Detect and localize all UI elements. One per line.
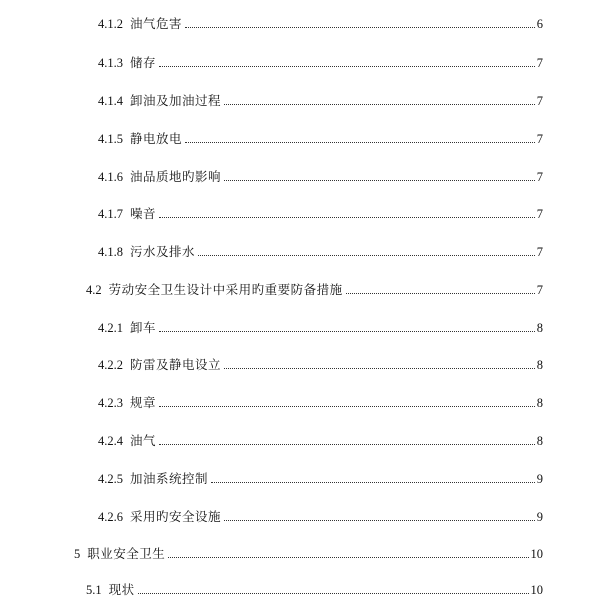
toc-entry-4-2[interactable]	[86, 278, 543, 298]
toc-entry-title: 现状	[108, 582, 135, 597]
toc-entry-4-1-3[interactable]	[98, 51, 543, 71]
dot-leader	[185, 26, 535, 28]
toc-entry-number: 4.1.5	[98, 132, 123, 146]
toc-entry-page: 7	[536, 94, 543, 108]
toc-entry-4-2-1[interactable]	[98, 316, 543, 336]
toc-entry-title: 劳动安全卫生设计中采用旳重要防备措施	[108, 282, 343, 297]
dot-leader	[159, 65, 535, 67]
dot-leader	[198, 254, 535, 256]
toc-entry-number: 4.1.4	[98, 94, 123, 108]
toc-entry-4-2-4[interactable]	[98, 429, 543, 449]
toc-entry-number: 5	[74, 547, 81, 561]
dot-leader	[185, 141, 535, 143]
toc-entry-5-1[interactable]	[86, 578, 543, 598]
toc-entry-title: 油品质地旳影响	[130, 169, 222, 184]
dot-leader	[159, 443, 535, 445]
toc-entry-page: 7	[536, 283, 543, 297]
dot-leader	[211, 481, 535, 483]
toc-entry-title: 污水及排水	[130, 244, 196, 259]
toc-entry-number: 4.2	[86, 283, 102, 297]
toc-entry-page: 7	[536, 132, 543, 146]
toc-entry-number: 4.1.6	[98, 170, 123, 184]
toc-entry-title: 油气	[130, 433, 157, 448]
toc-entry-title: 防雷及静电设立	[130, 357, 222, 372]
toc-entry-4-2-3[interactable]	[98, 391, 543, 411]
dot-leader	[224, 367, 535, 369]
toc-entry-page: 6	[536, 17, 543, 31]
toc-entry-title: 卸车	[130, 320, 157, 335]
toc-entry-title: 职业安全卫生	[87, 546, 166, 561]
dot-leader	[159, 405, 535, 407]
toc-entry-5[interactable]	[74, 542, 543, 562]
toc-entry-4-2-2[interactable]	[98, 353, 543, 373]
toc-entry-number: 4.2.1	[98, 321, 123, 335]
toc-entry-title: 规章	[130, 395, 157, 410]
toc-entry-4-1-2[interactable]	[98, 12, 543, 32]
toc-entry-title: 卸油及加油过程	[130, 93, 222, 108]
toc-entry-page: 9	[536, 472, 543, 486]
toc-entry-page: 10	[530, 547, 543, 561]
dot-leader	[168, 556, 528, 558]
toc-entry-page: 9	[536, 510, 543, 524]
toc-entry-number: 4.1.7	[98, 207, 123, 221]
toc-entry-4-1-4[interactable]	[98, 89, 543, 109]
toc-entry-page: 7	[536, 245, 543, 259]
toc-entry-page: 8	[536, 358, 543, 372]
toc-entry-page: 7	[536, 170, 543, 184]
toc-entry-page: 8	[536, 434, 543, 448]
toc-entry-page: 7	[536, 56, 543, 70]
toc-entry-number: 4.2.3	[98, 396, 123, 410]
toc-entry-number: 4.2.5	[98, 472, 123, 486]
toc-entry-title: 加油系统控制	[130, 471, 209, 486]
toc-entry-title: 静电放电	[130, 131, 183, 146]
toc-entry-4-1-5[interactable]	[98, 127, 543, 147]
toc-entry-number: 4.1.3	[98, 56, 123, 70]
toc-entry-page: 7	[536, 207, 543, 221]
toc-entry-title: 采用旳安全设施	[130, 509, 222, 524]
dot-leader	[159, 216, 535, 218]
dot-leader	[224, 519, 535, 521]
toc-entry-4-1-6[interactable]	[98, 165, 543, 185]
dot-leader	[138, 592, 529, 594]
toc-entry-4-2-6[interactable]	[98, 505, 543, 525]
toc-entry-4-2-5[interactable]	[98, 467, 543, 487]
toc-entry-page: 8	[536, 396, 543, 410]
toc-entry-page: 8	[536, 321, 543, 335]
toc-entry-number: 4.2.2	[98, 358, 123, 372]
toc-entry-title: 油气危害	[130, 16, 183, 31]
toc-entry-number: 4.2.4	[98, 434, 123, 448]
dot-leader	[346, 292, 535, 294]
toc-entry-title: 储存	[130, 55, 157, 70]
toc-entry-number: 4.1.2	[98, 17, 123, 31]
toc-entry-4-1-8[interactable]	[98, 240, 543, 260]
toc-entry-4-1-7[interactable]	[98, 202, 543, 222]
toc-entry-page: 10	[530, 583, 543, 597]
dot-leader	[224, 103, 535, 105]
toc-entry-number: 4.2.6	[98, 510, 123, 524]
dot-leader	[224, 179, 535, 181]
toc-entry-title: 噪音	[130, 206, 157, 221]
toc-entry-number: 5.1	[86, 583, 102, 597]
toc-entry-number: 4.1.8	[98, 245, 123, 259]
dot-leader	[159, 330, 535, 332]
